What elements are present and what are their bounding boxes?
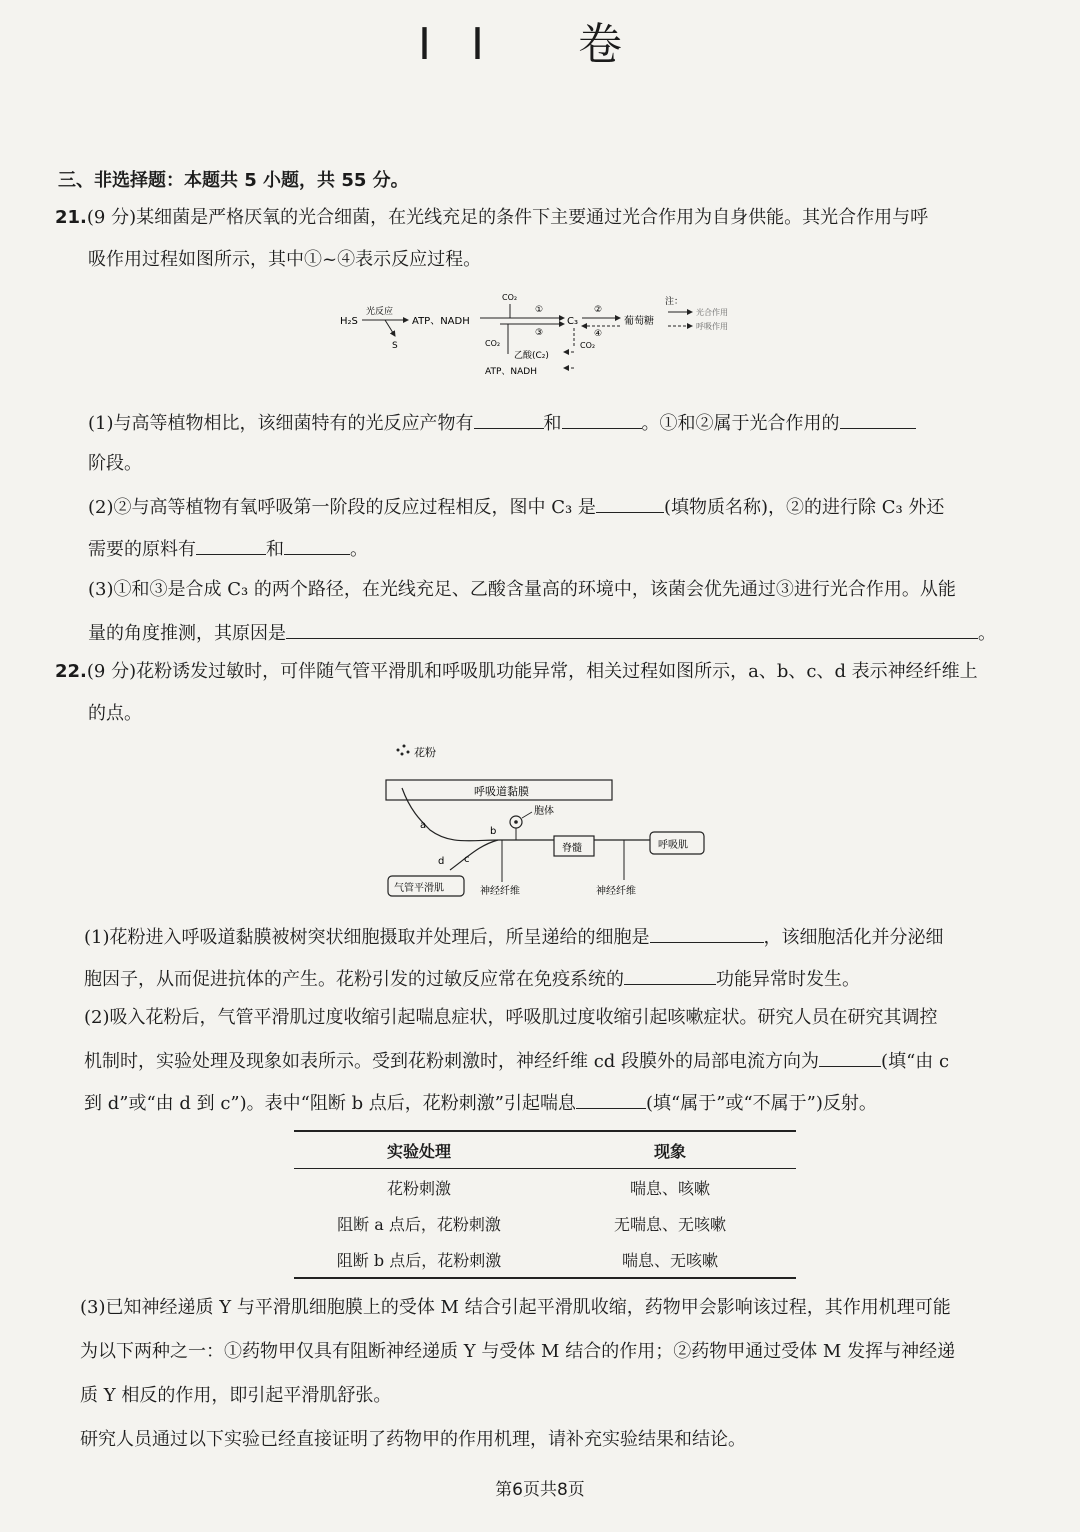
q22-sub1-text-c: 胞因子，从而促进抗体的产生。花粉引发的过敏反应常在免疫系统的 [84,969,624,990]
section-heading: 三、非选择题：本题共 5 小题，共 55 分。 [58,170,409,191]
table-cell: 阻断 a 点后，花粉刺激 [337,1214,501,1234]
q22-sub1-text-a: (1)花粉进入呼吸道黏膜被树突状细胞摄取并处理后，所呈递给的细胞是 [84,927,650,948]
co2-left-label: CO₂ [485,339,501,348]
cell-body-pointer [522,812,532,818]
answer-blank[interactable] [840,410,916,429]
answer-blank[interactable] [286,620,978,639]
q21-sub2-text-b: (填物质名称)，②的进行除 C₃ 外还 [663,497,945,518]
experiment-table [294,1132,796,1277]
q22-sub2-text-d: 到 d”或“由 d 到 c”)。表中“阻断 b 点后，花粉刺激”引起喘息 [84,1093,577,1114]
q21-sub2-text-c: 需要的原料有 [88,539,196,560]
answer-blank[interactable] [650,924,764,943]
q21-sub1-line1 [88,410,916,436]
answer-blank[interactable] [624,966,716,985]
table-cell: 花粉刺激 [386,1178,451,1198]
experiment-table-wrap [294,1130,796,1279]
mucosa-label: 呼吸道黏膜 [474,785,529,798]
q22-sub1-line1 [84,924,944,950]
header-treatment: 实验处理 [386,1141,451,1161]
co2-right-label: CO₂ [580,341,596,350]
answer-blank[interactable] [284,536,350,555]
table-cell: 喘息、无咳嗽 [621,1250,718,1270]
q21-sub2-and: 和 [266,539,284,560]
step1-marker: ① [535,305,544,315]
pollen-label: 花粉 [414,746,436,759]
answer-blank[interactable] [562,410,642,429]
q22-line1 [55,660,978,684]
q21-line2: 吸作用过程如图所示，其中①~④表示反应过程。 [88,249,482,270]
point-a-label: a [420,820,427,831]
table-row [294,1205,796,1241]
atp-nadh-label: ATP、NADH [412,316,470,327]
q22-sub2-line2 [84,1048,949,1074]
acetate-label: 乙酸(C₂) [514,351,549,361]
q21-sub1-line2: 阶段。 [88,453,142,474]
page-title: II 卷 [418,19,662,70]
legend-respiration: 呼吸作用 [696,322,728,331]
q22-sub2-line3 [84,1090,877,1116]
answer-blank[interactable] [474,410,544,429]
q21-sub2-end: 。 [350,539,368,560]
q22-sub2-line1: (2)吸入花粉后，气管平滑肌过度收缩引起喘息症状，呼吸肌过度收缩引起咳嗽症状。研究人员在研究其调控 [84,1007,938,1028]
step3-marker: ③ [535,328,544,338]
step2-marker: ② [594,305,603,315]
point-c-label: c [464,854,470,865]
h2s-label: H₂S [340,316,358,327]
legend-title: 注： [665,297,684,307]
spinal-cord-label: 脊髓 [562,843,582,854]
co2-top-label: CO₂ [502,293,518,302]
q22-sub3-line4: 研究人员通过以下实验已经直接证明了药物甲的作用机理，请补充实验结果和结论。 [80,1429,746,1450]
q21-sub3-text-b: 量的角度推测，其原因是 [88,623,286,644]
step4-marker: ④ [594,329,603,339]
q22-sub1-text-b: ，该细胞活化并分泌细 [763,927,944,948]
answer-blank[interactable] [576,1090,646,1109]
q22-sub2-text-e: (填“属于”或“不属于”)反射。 [646,1093,877,1114]
q22-sub3-line1: (3)已知神经递质 Y 与平滑肌细胞膜上的受体 M 结合引起平滑肌收缩，药物甲会影响该过程，其作用机理可能 [80,1297,951,1318]
answer-blank[interactable] [596,494,664,513]
q21-sub2-line1 [88,494,944,520]
q21-intro-text: (9 分)某细菌是严格厌氧的光合细菌，在光线充足的条件下主要通过光合作用为自身供能。其光合作用与呼 [86,207,929,228]
efferent-fiber-cd [450,840,498,870]
pollen-dots [397,745,410,756]
glucose-label: 葡萄糖 [624,316,654,327]
q21-sub1-text-a: (1)与高等植物相比，该细菌特有的光反应产物有 [88,413,474,434]
q22-sub1-text-d: 功能异常时发生。 [716,969,860,990]
q21-number: 21. [55,207,87,228]
q22-sub3-line2: 为以下两种之一：①药物甲仅具有阻断神经递质 Y 与受体 M 结合的作用；②药物甲通过受体 M 发挥与神经递 [80,1341,956,1362]
q21-pathway-diagram [330,288,760,378]
atp-nadh-bottom-label: ATP、NADH [485,367,537,377]
smooth-muscle-label: 气管平滑肌 [394,883,444,894]
point-d-label: d [438,856,445,867]
legend-photosynthesis: 光合作用 [696,308,728,317]
fiber2-label: 神经纤维 [596,886,636,897]
q22-intro-text: (9 分)花粉诱发过敏时，可伴随气管平滑肌和呼吸肌功能异常，相关过程如图所示，a、b、c、d 表示神经纤维上 [86,661,978,682]
q21-sub3-line2 [88,620,996,646]
resp-muscle-label: 呼吸肌 [658,840,688,851]
s-label: S [392,341,398,351]
q22-line2: 的点。 [88,703,142,724]
table-row [294,1241,796,1277]
light-reaction-label: 光反应 [366,307,394,317]
answer-blank[interactable] [819,1048,881,1067]
s-arrow [385,320,395,336]
q22-sub2-text-b: 机制时，实验处理及现象如表所示。受到花粉刺激时，神经纤维 cd 段膜外的局部电流方向为 [84,1051,820,1072]
q21-sub2-text-a: (2)②与高等植物有氧呼吸第一阶段的反应过程相反，图中 C₃ 是 [88,497,596,518]
q21-sub3-line1: (3)①和③是合成 C₃ 的两个路径，在光线充足、乙酸含量高的环境中，该菌会优先通过③进行光合作用。从能 [88,579,956,600]
page-number: 第6页共8页 [495,1480,585,1500]
q22-sub1-line2 [84,966,860,992]
answer-blank[interactable] [196,536,266,555]
header-phenomenon: 现象 [653,1141,686,1161]
table-cell: 无喘息、无咳嗽 [613,1214,726,1234]
q21-sub3-end: 。 [978,623,996,644]
table-row [294,1169,796,1206]
q22-sub3-line3: 质 Y 相反的作用，即引起平滑肌舒张。 [80,1385,392,1406]
q22-reflex-diagram [380,740,720,900]
q21-sub1-text-b: 。①和②属于光合作用的 [641,413,840,434]
point-b-label: b [490,826,497,837]
table-cell: 喘息、咳嗽 [629,1178,710,1198]
table-header-row [294,1132,796,1169]
q22-sub2-text-c: (填“由 c [881,1051,950,1072]
q21-line1 [55,206,928,230]
c3-node-label: C₃ [567,316,578,327]
q22-number: 22. [55,661,87,682]
fiber1-label: 神经纤维 [480,886,520,897]
q21-sub1-and: 和 [543,413,562,434]
table-cell: 阻断 b 点后，花粉刺激 [336,1250,502,1270]
cell-body-label: 胞体 [534,806,554,817]
q21-sub2-line2 [88,536,368,562]
cell-body-nucleus [514,820,518,824]
